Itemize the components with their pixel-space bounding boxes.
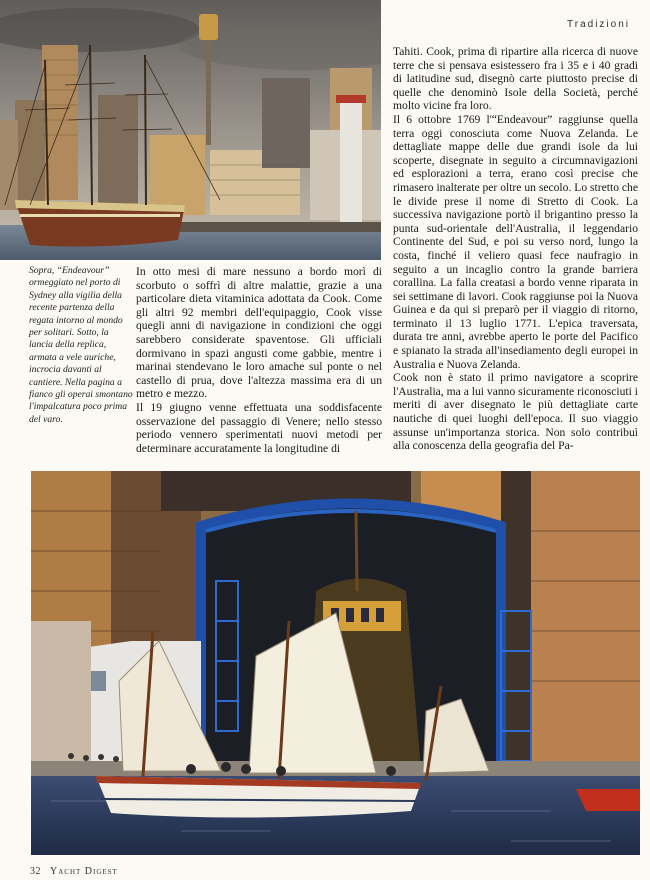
paragraph: Il 19 giugno venne effettuata una soddisfacente osservazione del passaggio di Venere; nello stesso periodo vennero sperimentati nuovi metodi per determinare accuratamente la longitudine di [136, 400, 382, 455]
paragraph: Cook non è stato il primo navigatore a scoprire l'Australia, ma a lui vanno sicuramente riconosciuti i meriti di aver disegnato le più dettagliate carte nautiche di quei luoghi dell'epoca. Il suo viaggio assunse un'importanza storica. Non solo contribuì alla conoscenza della geografia del Pa- [393, 371, 638, 453]
article-column-middle [136, 265, 382, 460]
replica-launch-photo [31, 471, 640, 855]
paragraph: Tahiti. Cook, prima di ripartire alla ricerca di nuove terre che si pensava esistessero fra i 35 e i 40 gradi di latitudine sud, disegnò carte piuttosto precise di quelle che denominò Isole della Società, perché molto vicine fra loro. [393, 45, 638, 113]
paragraph: Il 6 ottobre 1769 l'“Endeavour” raggiunse quella terra oggi conosciuta come Nuova Zelanda. Le dettagliate mappe delle due grandi isole da lui scoperte, disegnate in seguito a circumnavigazioni ed esplorazioni a terra, erano così precise che rimasero inalterate per oltre un secolo. Lo stretto che le divide prese il nome di Stretto di Cook. La successiva navigazione portò il brigantino presso la punta sud-orientale dell'Australia, il leggendario Continente del Sud, e poi su verso nord, lungo la costa, finché il veliero quasi fece naufragio in seguito a un incaglio contro la grande barriera corallina. La falla creatasi a bordo venne riparata in sei settimane di lavori. Cook raggiunse poi la Nuova Guinea e da qui si preparò per il viaggio di ritorno, terminato il 13 luglio 1771. L'epica traversata, durata tre anni, avrebbe aperto le porte del Pacifico e spianato la strada all'insediamento degli europei in Australia e Nuova Zelanda. [393, 112, 638, 371]
page-footer [30, 866, 118, 877]
endeavour-sydney-photo [0, 0, 381, 260]
page-number: 32 [30, 866, 41, 877]
magazine-name: Yacht Digest [50, 866, 118, 877]
photo-caption: Sopra, “Endeavour” ormeggiato nel porto di Sydney alla vigilia della recente partenza della regata intorno al mondo per solitari. Sotto, la lancia della replica, armata a vele auriche, incrocia davanti al cantiere. Nella pagina a fianco gli operai smontano l'impalcatura poco prima del varo. [29, 265, 133, 425]
article-column-right [393, 45, 638, 463]
paragraph: In otto mesi di mare nessuno a bordo morì di scorbuto o soffrì di altre malattie, grazie a una particolare dieta vitaminica adottata da Cook. Come gli altri 92 membri dell'equipaggio, Cook visse quegli anni di navigazione in condizioni che oggi sarebbero considerate spaventose. Gli ufficiali dormivano in spazi angusti come gabbie, mentre i marinai stendevano le loro amache sul ponte o nel castello di prua, dove l'altezza massima era di un metro e mezzo. [136, 265, 382, 401]
section-header: Tradizioni [567, 19, 630, 30]
